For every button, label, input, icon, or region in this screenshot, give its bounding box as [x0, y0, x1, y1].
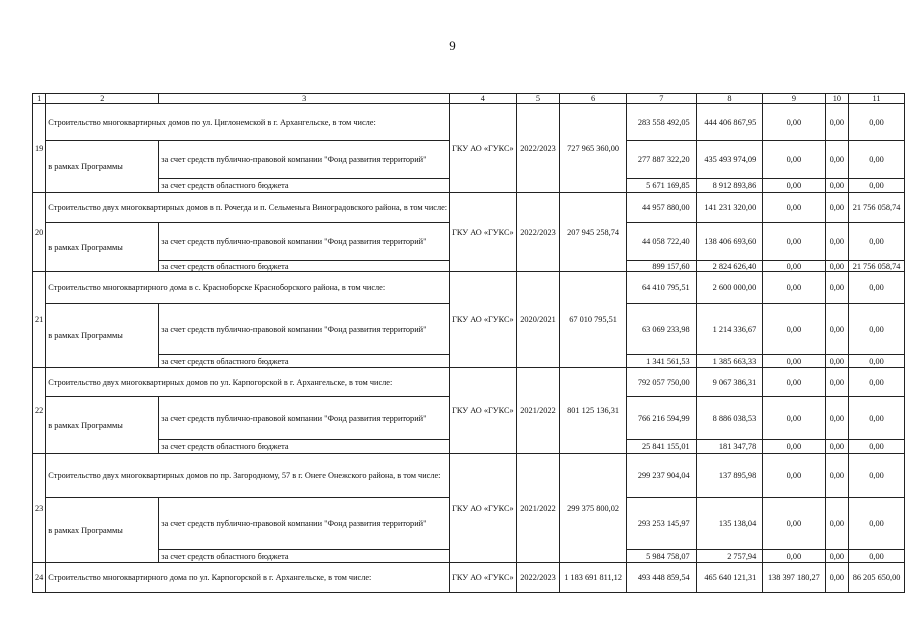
amount-cell: 0,00: [825, 193, 849, 223]
budget-table: [32, 93, 905, 593]
amount-cell: 0,00: [825, 179, 849, 193]
amount-cell: 63 069 233,98: [626, 304, 696, 355]
amount-cell: 0,00: [825, 104, 849, 141]
regional-budget-label: за счет средств областного бюджета: [159, 355, 450, 368]
amount-cell: 0,00: [763, 223, 825, 261]
fund-source-label: за счет средств публично-правовой компании "Фонд развития территорий": [159, 304, 450, 355]
amount-cell: 444 406 867,95: [696, 104, 763, 141]
amount-cell: 0,00: [849, 304, 905, 355]
project-cost: 1 183 691 811,12: [560, 563, 627, 593]
amount-cell: 0,00: [849, 368, 905, 397]
col-num-6: 6: [560, 94, 627, 104]
project-title: Строительство многоквартирных домов по ул. Циглонемской в г. Архангельске, в том числе:: [46, 104, 450, 141]
project-title-row: [33, 104, 905, 141]
amount-cell: 0,00: [825, 563, 849, 593]
amount-cell: 0,00: [825, 498, 849, 550]
col-num-1: 1: [33, 94, 46, 104]
amount-cell: 0,00: [763, 440, 825, 454]
amount-cell: 792 057 750,00: [626, 368, 696, 397]
project-number: 22: [33, 368, 46, 454]
amount-cell: 5 984 758,07: [626, 550, 696, 563]
amount-cell: 21 756 058,74: [849, 261, 905, 272]
column-number-row: [33, 94, 905, 104]
regional-budget-label: за счет средств областного бюджета: [159, 440, 450, 454]
amount-cell: 0,00: [849, 272, 905, 304]
regional-budget-label: за счет средств областного бюджета: [159, 261, 450, 272]
amount-cell: 0,00: [849, 104, 905, 141]
project-customer: ГКУ АО «ГУКС»: [450, 272, 517, 368]
project-years: 2022/2023: [516, 193, 560, 272]
amount-cell: 2 824 626,40: [696, 261, 763, 272]
project-title-row: [33, 193, 905, 223]
project-customer: ГКУ АО «ГУКС»: [450, 104, 517, 193]
amount-cell: 0,00: [763, 498, 825, 550]
amount-cell: 137 895,98: [696, 454, 763, 498]
regional-budget-label: за счет средств областного бюджета: [159, 550, 450, 563]
col-num-10: 10: [825, 94, 849, 104]
project-title-row: [33, 563, 905, 593]
project-title: Строительство двух многоквартирных домов в п. Рочегда и п. Сельменьга Виноградовского района, в том числе:: [46, 193, 450, 223]
amount-cell: 0,00: [763, 104, 825, 141]
amount-cell: 44 957 880,00: [626, 193, 696, 223]
amount-cell: 0,00: [825, 261, 849, 272]
page-number: 9: [449, 38, 456, 53]
project-cost: 727 965 360,00: [560, 104, 627, 193]
project-number: 23: [33, 454, 46, 563]
amount-cell: 0,00: [849, 141, 905, 179]
col-num-9: 9: [763, 94, 825, 104]
project-cost: 299 375 800,02: [560, 454, 627, 563]
project-title: Строительство двух многоквартирных домов по ул. Карпогорской в г. Архангельске, в том числе:: [46, 368, 450, 397]
project-years: 2022/2023: [516, 563, 560, 593]
col-num-7: 7: [626, 94, 696, 104]
project-years: 2020/2021: [516, 272, 560, 368]
project-number: 19: [33, 104, 46, 193]
amount-cell: 465 640 121,31: [696, 563, 763, 593]
amount-cell: 0,00: [825, 397, 849, 440]
amount-cell: 0,00: [763, 272, 825, 304]
amount-cell: 21 756 058,74: [849, 193, 905, 223]
amount-cell: 493 448 859,54: [626, 563, 696, 593]
project-customer: ГКУ АО «ГУКС»: [450, 563, 517, 593]
amount-cell: 44 058 722,40: [626, 223, 696, 261]
project-number: 20: [33, 193, 46, 272]
project-customer: ГКУ АО «ГУКС»: [450, 368, 517, 454]
col-num-2: 2: [46, 94, 159, 104]
amount-cell: 1 385 663,33: [696, 355, 763, 368]
fund-source-label: за счет средств публично-правовой компании "Фонд развития территорий": [159, 223, 450, 261]
amount-cell: 0,00: [825, 440, 849, 454]
amount-cell: 0,00: [849, 440, 905, 454]
amount-cell: 1 341 561,53: [626, 355, 696, 368]
amount-cell: 0,00: [825, 550, 849, 563]
amount-cell: 299 237 904,04: [626, 454, 696, 498]
amount-cell: 0,00: [825, 355, 849, 368]
amount-cell: 277 887 322,20: [626, 141, 696, 179]
amount-cell: 64 410 795,51: [626, 272, 696, 304]
col-num-3: 3: [159, 94, 450, 104]
project-cost: 67 010 795,51: [560, 272, 627, 368]
in-program-label: в рамках Программы: [46, 397, 159, 454]
amount-cell: 0,00: [825, 223, 849, 261]
project-cost: 207 945 258,74: [560, 193, 627, 272]
amount-cell: 8 912 893,86: [696, 179, 763, 193]
project-title-row: [33, 272, 905, 304]
amount-cell: 899 157,60: [626, 261, 696, 272]
amount-cell: 766 216 594,99: [626, 397, 696, 440]
amount-cell: 0,00: [849, 397, 905, 440]
amount-cell: 0,00: [825, 368, 849, 397]
in-program-label: в рамках Программы: [46, 141, 159, 193]
project-years: 2022/2023: [516, 104, 560, 193]
project-title: Строительство многоквартирного дома в с. Красноборске Красноборского района, в том числе:: [46, 272, 450, 304]
amount-cell: 0,00: [849, 550, 905, 563]
project-title: Строительство многоквартирного дома по ул. Карпогорской в г. Архангельске, в том числе:: [46, 563, 450, 593]
project-title: Строительство двух многоквартирных домов по пр. Загородному, 57 в г. Онеге Онежского района, в том числе:: [46, 454, 450, 498]
amount-cell: 0,00: [849, 498, 905, 550]
amount-cell: 0,00: [763, 304, 825, 355]
amount-cell: 0,00: [763, 397, 825, 440]
amount-cell: 0,00: [763, 454, 825, 498]
amount-cell: 283 558 492,05: [626, 104, 696, 141]
amount-cell: 0,00: [763, 550, 825, 563]
amount-cell: 0,00: [849, 179, 905, 193]
in-program-label: в рамках Программы: [46, 223, 159, 272]
amount-cell: 0,00: [825, 304, 849, 355]
col-num-11: 11: [849, 94, 905, 104]
fund-source-label: за счет средств публично-правовой компании "Фонд развития территорий": [159, 397, 450, 440]
amount-cell: 8 886 038,53: [696, 397, 763, 440]
project-title-row: [33, 454, 905, 498]
amount-cell: 2 757,94: [696, 550, 763, 563]
project-years: 2021/2022: [516, 368, 560, 454]
amount-cell: 0,00: [763, 141, 825, 179]
amount-cell: 181 347,78: [696, 440, 763, 454]
regional-budget-label: за счет средств областного бюджета: [159, 179, 450, 193]
amount-cell: 141 231 320,00: [696, 193, 763, 223]
col-num-4: 4: [450, 94, 517, 104]
amount-cell: 0,00: [825, 272, 849, 304]
amount-cell: 86 205 650,00: [849, 563, 905, 593]
in-program-label: в рамках Программы: [46, 304, 159, 368]
project-cost: 801 125 136,31: [560, 368, 627, 454]
amount-cell: 293 253 145,97: [626, 498, 696, 550]
amount-cell: 1 214 336,67: [696, 304, 763, 355]
fund-source-label: за счет средств публично-правовой компании "Фонд развития территорий": [159, 141, 450, 179]
amount-cell: 0,00: [763, 368, 825, 397]
col-num-5: 5: [516, 94, 560, 104]
amount-cell: 0,00: [825, 141, 849, 179]
amount-cell: 0,00: [763, 193, 825, 223]
amount-cell: 0,00: [849, 454, 905, 498]
project-years: 2021/2022: [516, 454, 560, 563]
project-title-row: [33, 368, 905, 397]
amount-cell: 25 841 155,01: [626, 440, 696, 454]
amount-cell: 0,00: [763, 179, 825, 193]
amount-cell: 0,00: [763, 261, 825, 272]
amount-cell: 0,00: [849, 223, 905, 261]
amount-cell: 2 600 000,00: [696, 272, 763, 304]
col-num-8: 8: [696, 94, 763, 104]
amount-cell: 9 067 386,31: [696, 368, 763, 397]
amount-cell: 435 493 974,09: [696, 141, 763, 179]
project-customer: ГКУ АО «ГУКС»: [450, 454, 517, 563]
project-number: 24: [33, 563, 46, 593]
amount-cell: 5 671 169,85: [626, 179, 696, 193]
fund-source-label: за счет средств публично-правовой компании "Фонд развития территорий": [159, 498, 450, 550]
in-program-label: в рамках Программы: [46, 498, 159, 563]
amount-cell: 0,00: [825, 454, 849, 498]
project-customer: ГКУ АО «ГУКС»: [450, 193, 517, 272]
amount-cell: 0,00: [763, 355, 825, 368]
project-number: 21: [33, 272, 46, 368]
amount-cell: 138 406 693,60: [696, 223, 763, 261]
amount-cell: 135 138,04: [696, 498, 763, 550]
amount-cell: 0,00: [849, 355, 905, 368]
amount-cell: 138 397 180,27: [763, 563, 825, 593]
